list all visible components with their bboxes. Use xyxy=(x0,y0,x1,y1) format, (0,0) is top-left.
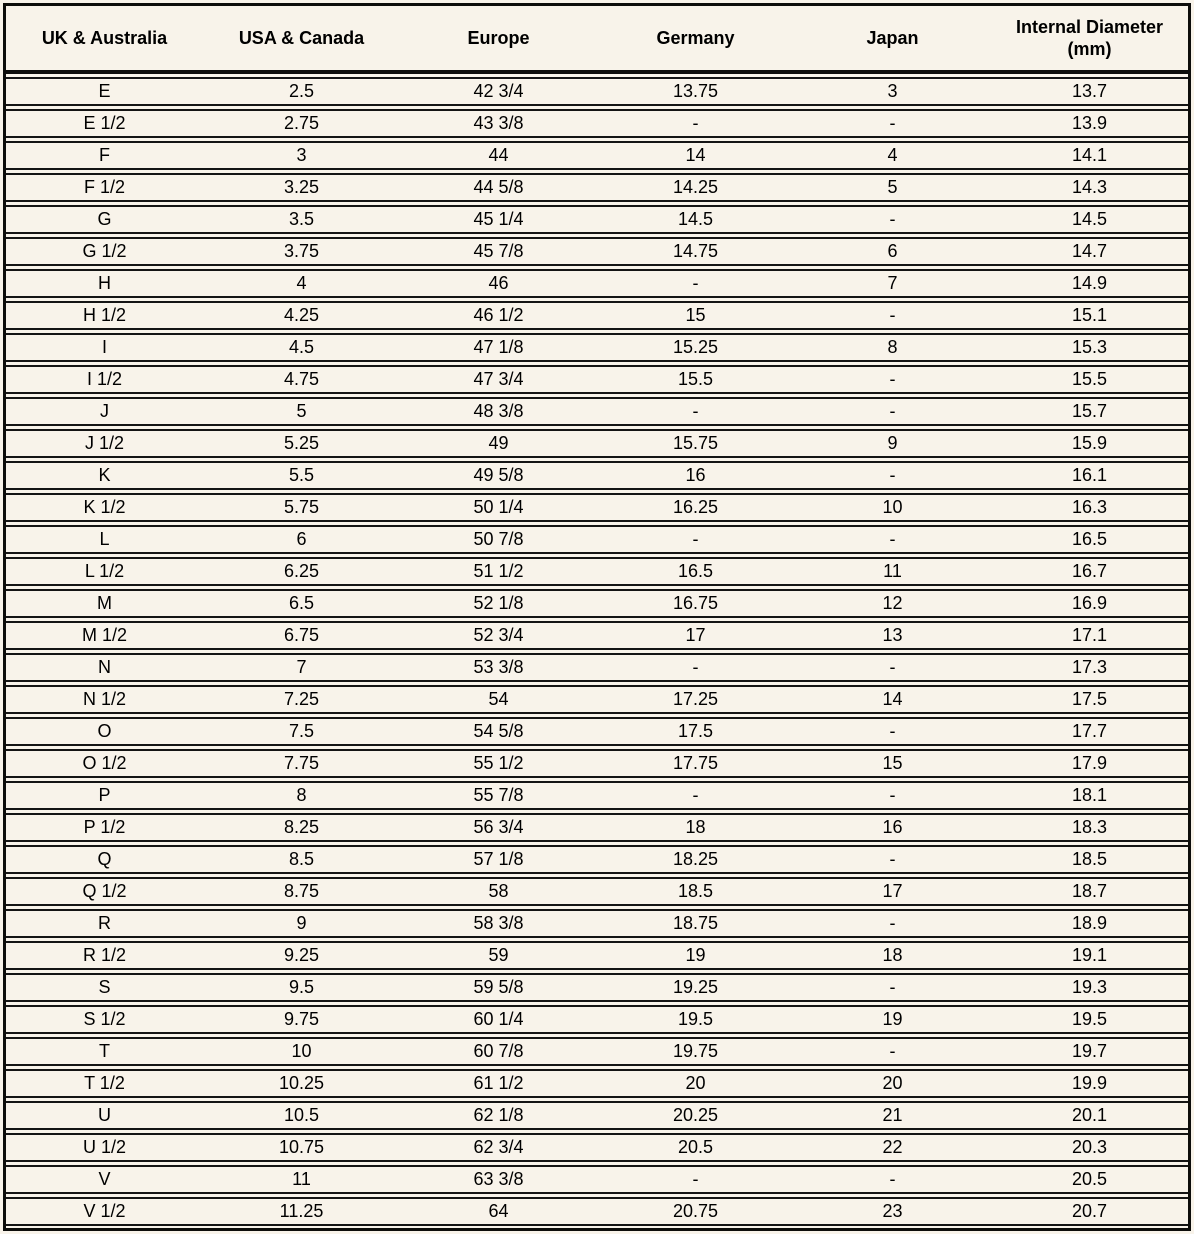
table-cell: 19 xyxy=(597,941,794,970)
table-cell: 16.9 xyxy=(991,589,1188,618)
column-header-label-line1: Internal Diameter xyxy=(1015,17,1164,37)
table-cell: T xyxy=(6,1037,203,1066)
table-cell: - xyxy=(794,653,991,682)
table-row xyxy=(6,1069,1188,1098)
table-cell: 20.1 xyxy=(991,1101,1188,1130)
table-cell: 15.25 xyxy=(597,333,794,362)
table-cell: 11.25 xyxy=(203,1197,400,1226)
table-row xyxy=(6,973,1188,1002)
table-cell: Q xyxy=(6,845,203,874)
table-cell: 7 xyxy=(794,269,991,298)
table-cell: 6.25 xyxy=(203,557,400,586)
table-cell: 6.5 xyxy=(203,589,400,618)
table-cell: - xyxy=(794,301,991,330)
table-cell: 14 xyxy=(597,141,794,170)
header-row xyxy=(6,6,1188,74)
table-cell: 14 xyxy=(794,685,991,714)
table-cell: Q 1/2 xyxy=(6,877,203,906)
table-cell: - xyxy=(597,781,794,810)
table-cell: 17.9 xyxy=(991,749,1188,778)
table-cell: 15.7 xyxy=(991,397,1188,426)
table-cell: 44 xyxy=(400,141,597,170)
table-cell: K xyxy=(6,461,203,490)
table-cell: - xyxy=(794,909,991,938)
table-cell: 44 5/8 xyxy=(400,173,597,202)
table-cell: 6.75 xyxy=(203,621,400,650)
column-header-label: Germany xyxy=(656,28,735,48)
table-cell: 8.5 xyxy=(203,845,400,874)
table-cell: S 1/2 xyxy=(6,1005,203,1034)
table-cell: 55 7/8 xyxy=(400,781,597,810)
table-cell: 10.5 xyxy=(203,1101,400,1130)
column-header-label: Europe xyxy=(467,28,530,48)
table-cell: 16.5 xyxy=(597,557,794,586)
table-cell: 57 1/8 xyxy=(400,845,597,874)
table-cell: 4.5 xyxy=(203,333,400,362)
table-cell: 19.75 xyxy=(597,1037,794,1066)
table-cell: 46 1/2 xyxy=(400,301,597,330)
column-header-label-line2: (mm) xyxy=(1067,39,1112,59)
table-cell: 51 1/2 xyxy=(400,557,597,586)
table-cell: 8 xyxy=(203,781,400,810)
table-row xyxy=(6,813,1188,842)
table-cell: K 1/2 xyxy=(6,493,203,522)
table-cell: 60 1/4 xyxy=(400,1005,597,1034)
table-cell: U 1/2 xyxy=(6,1133,203,1162)
table-cell: 11 xyxy=(794,557,991,586)
table-cell: 15 xyxy=(794,749,991,778)
table-cell: 45 7/8 xyxy=(400,237,597,266)
table-row xyxy=(6,717,1188,746)
table-cell: 9 xyxy=(203,909,400,938)
table-cell: R 1/2 xyxy=(6,941,203,970)
table-cell: 54 xyxy=(400,685,597,714)
table-cell: 55 1/2 xyxy=(400,749,597,778)
table-row xyxy=(6,429,1188,458)
table-cell: 62 1/8 xyxy=(400,1101,597,1130)
table-cell: P 1/2 xyxy=(6,813,203,842)
table-cell: 18.5 xyxy=(991,845,1188,874)
table-cell: 19.5 xyxy=(991,1005,1188,1034)
table-cell: 56 3/4 xyxy=(400,813,597,842)
table-cell: 17.25 xyxy=(597,685,794,714)
table-cell: F 1/2 xyxy=(6,173,203,202)
table-cell: - xyxy=(597,1165,794,1194)
table-cell: 16 xyxy=(794,813,991,842)
column-header-uk-australia xyxy=(6,6,203,74)
table-cell: 61 1/2 xyxy=(400,1069,597,1098)
table-row xyxy=(6,269,1188,298)
table-cell: 62 3/4 xyxy=(400,1133,597,1162)
table-cell: 19.25 xyxy=(597,973,794,1002)
table-cell: 58 3/8 xyxy=(400,909,597,938)
table-cell: - xyxy=(794,845,991,874)
table-cell: 20.5 xyxy=(597,1133,794,1162)
table-cell: 2.75 xyxy=(203,109,400,138)
table-cell: N xyxy=(6,653,203,682)
table-cell: E 1/2 xyxy=(6,109,203,138)
table-cell: 46 xyxy=(400,269,597,298)
table-cell: 4.75 xyxy=(203,365,400,394)
table-cell: 3.5 xyxy=(203,205,400,234)
table-cell: 16.7 xyxy=(991,557,1188,586)
column-header-label: USA & Canada xyxy=(238,28,365,48)
table-cell: 64 xyxy=(400,1197,597,1226)
table-cell: 59 5/8 xyxy=(400,973,597,1002)
table-cell: 21 xyxy=(794,1101,991,1130)
table-cell: 7.5 xyxy=(203,717,400,746)
table-cell: - xyxy=(794,461,991,490)
table-cell: 8.75 xyxy=(203,877,400,906)
table-cell: 17 xyxy=(597,621,794,650)
table-cell: 18.25 xyxy=(597,845,794,874)
table-cell: 18.1 xyxy=(991,781,1188,810)
table-cell: G 1/2 xyxy=(6,237,203,266)
table-cell: 17.7 xyxy=(991,717,1188,746)
table-row xyxy=(6,1101,1188,1130)
table-cell: 9.5 xyxy=(203,973,400,1002)
table-cell: 20 xyxy=(597,1069,794,1098)
table-cell: 2.5 xyxy=(203,77,400,106)
table-cell: 8.25 xyxy=(203,813,400,842)
table-cell: 17.5 xyxy=(991,685,1188,714)
table-cell: 20 xyxy=(794,1069,991,1098)
table-cell: 9.75 xyxy=(203,1005,400,1034)
table-cell: 15 xyxy=(597,301,794,330)
table-cell: 50 1/4 xyxy=(400,493,597,522)
table-cell: - xyxy=(794,781,991,810)
table-cell: 49 xyxy=(400,429,597,458)
table-row xyxy=(6,301,1188,330)
table-cell: 19.1 xyxy=(991,941,1188,970)
table-cell: 58 xyxy=(400,877,597,906)
column-header-internal-diameter xyxy=(991,6,1188,74)
table-row xyxy=(6,557,1188,586)
table-cell: O xyxy=(6,717,203,746)
table-cell: 11 xyxy=(203,1165,400,1194)
table-row xyxy=(6,653,1188,682)
table-cell: 18.9 xyxy=(991,909,1188,938)
table-row xyxy=(6,845,1188,874)
table-cell: 52 3/4 xyxy=(400,621,597,650)
table-cell: - xyxy=(794,717,991,746)
table-cell: 7 xyxy=(203,653,400,682)
table-cell: 17 xyxy=(794,877,991,906)
table-row xyxy=(6,781,1188,810)
table-row xyxy=(6,1133,1188,1162)
table-cell: 14.25 xyxy=(597,173,794,202)
table-cell: - xyxy=(794,525,991,554)
table-row xyxy=(6,141,1188,170)
table-cell: - xyxy=(794,1037,991,1066)
column-header-label: UK & Australia xyxy=(41,28,168,48)
table-cell: 10.75 xyxy=(203,1133,400,1162)
table-cell: 23 xyxy=(794,1197,991,1226)
table-cell: 60 7/8 xyxy=(400,1037,597,1066)
table-header xyxy=(6,6,1188,74)
column-header-germany xyxy=(597,6,794,74)
table-row xyxy=(6,589,1188,618)
table-row xyxy=(6,365,1188,394)
table-cell: 5.75 xyxy=(203,493,400,522)
table-cell: 5.5 xyxy=(203,461,400,490)
table-cell: U xyxy=(6,1101,203,1130)
table-cell: 18.5 xyxy=(597,877,794,906)
column-header-europe xyxy=(400,6,597,74)
table-cell: 20.5 xyxy=(991,1165,1188,1194)
table-row xyxy=(6,461,1188,490)
table-cell: 18.3 xyxy=(991,813,1188,842)
table-cell: P xyxy=(6,781,203,810)
column-header-label: Japan xyxy=(866,28,919,48)
table-cell: 20.3 xyxy=(991,1133,1188,1162)
table-cell: 6 xyxy=(794,237,991,266)
table-cell: 19.3 xyxy=(991,973,1188,1002)
table-cell: 49 5/8 xyxy=(400,461,597,490)
table-cell: 5 xyxy=(794,173,991,202)
table-cell: 13.75 xyxy=(597,77,794,106)
table-cell: J 1/2 xyxy=(6,429,203,458)
table-row xyxy=(6,1005,1188,1034)
table-cell: 17.3 xyxy=(991,653,1188,682)
table-cell: 17.75 xyxy=(597,749,794,778)
table-row xyxy=(6,621,1188,650)
table-cell: 18.7 xyxy=(991,877,1188,906)
table-cell: 22 xyxy=(794,1133,991,1162)
ring-size-conversion-chart xyxy=(3,3,1191,1231)
table-cell: V 1/2 xyxy=(6,1197,203,1226)
table-cell: 17.5 xyxy=(597,717,794,746)
table-cell: 3.75 xyxy=(203,237,400,266)
table-cell: 3.25 xyxy=(203,173,400,202)
table-cell: E xyxy=(6,77,203,106)
table-cell: T 1/2 xyxy=(6,1069,203,1098)
table-cell: 9.25 xyxy=(203,941,400,970)
table-cell: 15.9 xyxy=(991,429,1188,458)
table-cell: 52 1/8 xyxy=(400,589,597,618)
table-cell: 19 xyxy=(794,1005,991,1034)
table-cell: 59 xyxy=(400,941,597,970)
table-cell: 8 xyxy=(794,333,991,362)
table-cell: 13 xyxy=(794,621,991,650)
table-cell: G xyxy=(6,205,203,234)
table-row xyxy=(6,333,1188,362)
table-cell: - xyxy=(597,109,794,138)
table-cell: 9 xyxy=(794,429,991,458)
table-cell: 4 xyxy=(794,141,991,170)
table-cell: S xyxy=(6,973,203,1002)
table-cell: 20.75 xyxy=(597,1197,794,1226)
table-cell: - xyxy=(597,653,794,682)
table-cell: 17.1 xyxy=(991,621,1188,650)
table-cell: 7.25 xyxy=(203,685,400,714)
table-cell: 63 3/8 xyxy=(400,1165,597,1194)
table-cell: - xyxy=(597,269,794,298)
table-cell: 15.5 xyxy=(991,365,1188,394)
table-cell: R xyxy=(6,909,203,938)
table-cell: L 1/2 xyxy=(6,557,203,586)
table-cell: 50 7/8 xyxy=(400,525,597,554)
table-cell: I xyxy=(6,333,203,362)
table-cell: 6 xyxy=(203,525,400,554)
table-cell: - xyxy=(597,525,794,554)
table-cell: 4.25 xyxy=(203,301,400,330)
table-row xyxy=(6,397,1188,426)
table-cell: 15.5 xyxy=(597,365,794,394)
table-cell: 16.75 xyxy=(597,589,794,618)
table-cell: 19.7 xyxy=(991,1037,1188,1066)
table-cell: I 1/2 xyxy=(6,365,203,394)
table-cell: 18 xyxy=(597,813,794,842)
table-row xyxy=(6,525,1188,554)
table-cell: 12 xyxy=(794,589,991,618)
table-row xyxy=(6,173,1188,202)
table-cell: 18 xyxy=(794,941,991,970)
table-row xyxy=(6,1165,1188,1194)
table-cell: 3 xyxy=(794,77,991,106)
table-cell: 10 xyxy=(203,1037,400,1066)
table-cell: 13.7 xyxy=(991,77,1188,106)
table-cell: 45 1/4 xyxy=(400,205,597,234)
table-cell: 14.5 xyxy=(597,205,794,234)
column-header-japan xyxy=(794,6,991,74)
column-header-usa-canada xyxy=(203,6,400,74)
table-cell: 20.25 xyxy=(597,1101,794,1130)
table-cell: 15.1 xyxy=(991,301,1188,330)
table-row xyxy=(6,493,1188,522)
table-cell: 14.9 xyxy=(991,269,1188,298)
table-row xyxy=(6,77,1188,106)
table-cell: 7.75 xyxy=(203,749,400,778)
table-cell: - xyxy=(794,109,991,138)
table-cell: 43 3/8 xyxy=(400,109,597,138)
table-cell: 16.25 xyxy=(597,493,794,522)
table-cell: J xyxy=(6,397,203,426)
table-cell: 42 3/4 xyxy=(400,77,597,106)
table-cell: 16 xyxy=(597,461,794,490)
table-cell: 5 xyxy=(203,397,400,426)
table-row xyxy=(6,237,1188,266)
table-row xyxy=(6,877,1188,906)
table-cell: 10 xyxy=(794,493,991,522)
table-row xyxy=(6,109,1188,138)
table-cell: 19.5 xyxy=(597,1005,794,1034)
table-cell: - xyxy=(794,397,991,426)
table-row xyxy=(6,1037,1188,1066)
ring-size-table xyxy=(6,3,1188,1229)
table-cell: 48 3/8 xyxy=(400,397,597,426)
table-cell: 15.75 xyxy=(597,429,794,458)
table-cell: 19.9 xyxy=(991,1069,1188,1098)
table-cell: - xyxy=(794,973,991,1002)
table-cell: - xyxy=(597,397,794,426)
table-cell: 15.3 xyxy=(991,333,1188,362)
table-cell: H 1/2 xyxy=(6,301,203,330)
table-row xyxy=(6,941,1188,970)
table-cell: 16.5 xyxy=(991,525,1188,554)
table-cell: M 1/2 xyxy=(6,621,203,650)
table-cell: 13.9 xyxy=(991,109,1188,138)
table-cell: L xyxy=(6,525,203,554)
table-cell: 14.1 xyxy=(991,141,1188,170)
table-cell: 16.1 xyxy=(991,461,1188,490)
table-cell: - xyxy=(794,365,991,394)
table-row xyxy=(6,205,1188,234)
table-cell: V xyxy=(6,1165,203,1194)
table-cell: 5.25 xyxy=(203,429,400,458)
table-cell: 16.3 xyxy=(991,493,1188,522)
table-cell: F xyxy=(6,141,203,170)
table-cell: 54 5/8 xyxy=(400,717,597,746)
table-row xyxy=(6,909,1188,938)
table-cell: 47 3/4 xyxy=(400,365,597,394)
table-cell: - xyxy=(794,1165,991,1194)
table-row xyxy=(6,1197,1188,1226)
table-cell: M xyxy=(6,589,203,618)
table-row xyxy=(6,749,1188,778)
table-cell: 14.3 xyxy=(991,173,1188,202)
table-cell: 18.75 xyxy=(597,909,794,938)
table-cell: 14.7 xyxy=(991,237,1188,266)
table-cell: 3 xyxy=(203,141,400,170)
table-cell: 14.75 xyxy=(597,237,794,266)
table-cell: H xyxy=(6,269,203,298)
table-cell: N 1/2 xyxy=(6,685,203,714)
table-cell: 14.5 xyxy=(991,205,1188,234)
table-row xyxy=(6,685,1188,714)
table-cell: 47 1/8 xyxy=(400,333,597,362)
table-cell: 10.25 xyxy=(203,1069,400,1098)
table-cell: - xyxy=(794,205,991,234)
table-cell: 53 3/8 xyxy=(400,653,597,682)
table-cell: 4 xyxy=(203,269,400,298)
table-body xyxy=(6,77,1188,1226)
table-cell: O 1/2 xyxy=(6,749,203,778)
table-cell: 20.7 xyxy=(991,1197,1188,1226)
